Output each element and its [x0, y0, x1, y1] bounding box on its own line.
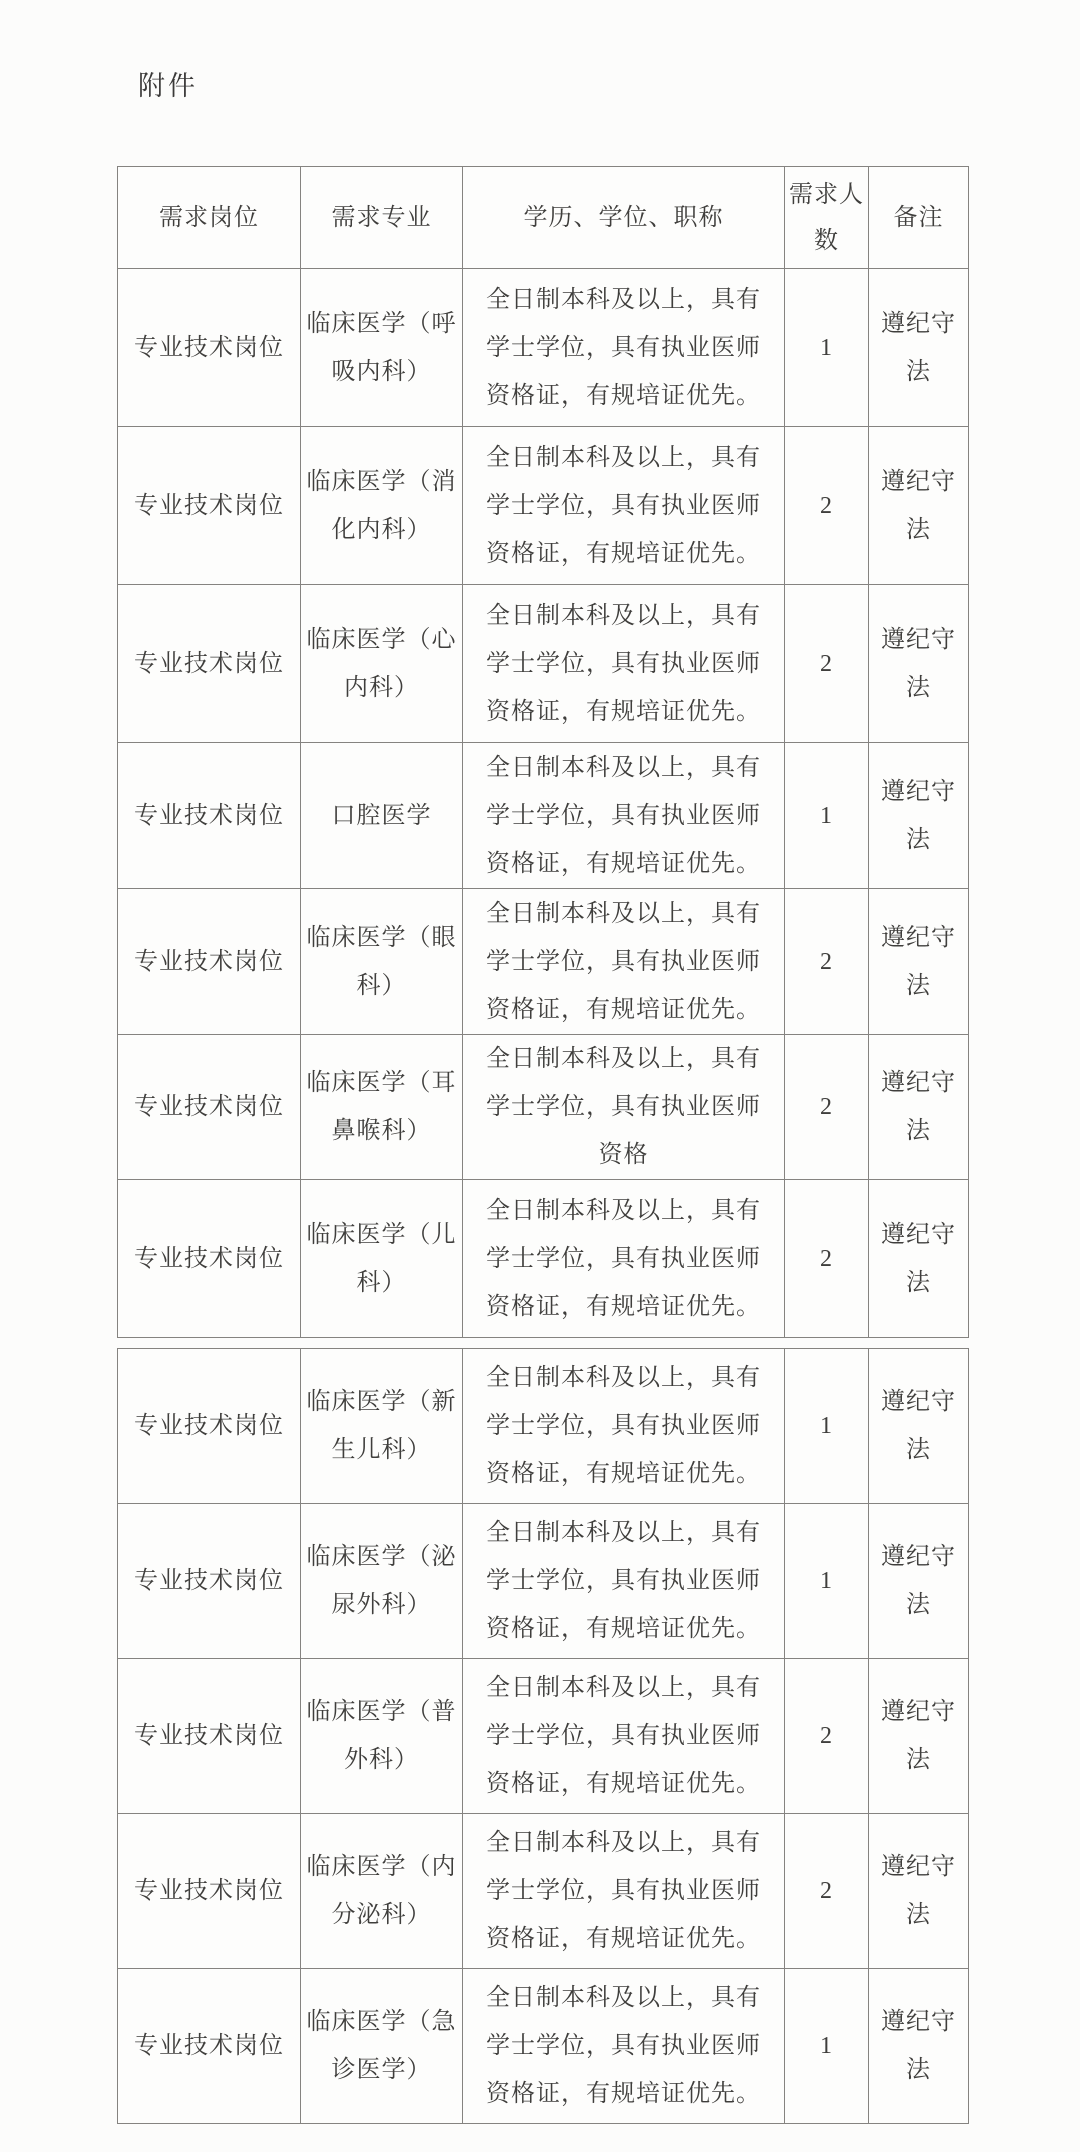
cell-major: 临床医学（普外科） — [301, 1659, 463, 1814]
table-row — [118, 427, 969, 585]
cell-major: 临床医学（新生儿科） — [301, 1349, 463, 1504]
cell-position: 专业技术岗位 — [118, 427, 301, 585]
cell-remarks: 遵纪守法 — [869, 889, 969, 1035]
cell-headcount: 1 — [785, 1969, 869, 2124]
cell-major: 临床医学（急诊医学） — [301, 1969, 463, 2124]
cell-headcount: 2 — [785, 1814, 869, 1969]
cell-qualification: 全日制本科及以上，具有学士学位，具有执业医师资格证，有规培证优先。 — [463, 427, 785, 585]
cell-headcount: 2 — [785, 585, 869, 743]
cell-qualification: 全日制本科及以上，具有学士学位，具有执业医师资格证，有规培证优先。 — [463, 269, 785, 427]
cell-major: 临床医学（内分泌科） — [301, 1814, 463, 1969]
table-row — [118, 1349, 969, 1504]
table-row — [118, 1659, 969, 1814]
cell-headcount: 2 — [785, 427, 869, 585]
cell-headcount: 1 — [785, 1349, 869, 1504]
table-header-row — [118, 167, 969, 269]
cell-remarks: 遵纪守法 — [869, 1814, 969, 1969]
cell-position: 专业技术岗位 — [118, 743, 301, 889]
cell-major: 临床医学（心内科） — [301, 585, 463, 743]
cell-position: 专业技术岗位 — [118, 889, 301, 1035]
cell-qualification: 全日制本科及以上，具有学士学位，具有执业医师资格证，有规培证优先。 — [463, 1814, 785, 1969]
cell-position: 专业技术岗位 — [118, 1180, 301, 1338]
cell-qualification: 全日制本科及以上，具有学士学位，具有执业医师资格证，有规培证优先。 — [463, 743, 785, 889]
header-position: 需求岗位 — [118, 167, 301, 269]
cell-remarks: 遵纪守法 — [869, 427, 969, 585]
recruitment-table-2 — [117, 1348, 969, 2124]
cell-headcount: 2 — [785, 1659, 869, 1814]
cell-remarks: 遵纪守法 — [869, 1969, 969, 2124]
cell-position: 专业技术岗位 — [118, 1814, 301, 1969]
cell-major: 临床医学（呼吸内科） — [301, 269, 463, 427]
header-headcount: 需求人数 — [785, 167, 869, 269]
cell-position: 专业技术岗位 — [118, 1969, 301, 2124]
cell-headcount: 2 — [785, 1180, 869, 1338]
header-remarks: 备注 — [869, 167, 969, 269]
table-row — [118, 1814, 969, 1969]
cell-remarks: 遵纪守法 — [869, 1035, 969, 1180]
cell-position: 专业技术岗位 — [118, 269, 301, 427]
cell-major: 口腔医学 — [301, 743, 463, 889]
cell-qualification: 全日制本科及以上，具有学士学位，具有执业医师资格证，有规培证优先。 — [463, 1969, 785, 2124]
cell-headcount: 2 — [785, 889, 869, 1035]
table-row — [118, 1180, 969, 1338]
cell-major: 临床医学（泌尿外科） — [301, 1504, 463, 1659]
header-major: 需求专业 — [301, 167, 463, 269]
cell-qualification: 全日制本科及以上，具有学士学位，具有执业医师资格证，有规培证优先。 — [463, 1180, 785, 1338]
cell-major: 临床医学（儿科） — [301, 1180, 463, 1338]
cell-qualification: 全日制本科及以上，具有学士学位，具有执业医师资格证，有规培证优先。 — [463, 1504, 785, 1659]
table-row — [118, 1504, 969, 1659]
cell-position: 专业技术岗位 — [118, 1035, 301, 1180]
cell-qualification: 全日制本科及以上，具有学士学位，具有执业医师资格证，有规培证优先。 — [463, 1659, 785, 1814]
cell-position: 专业技术岗位 — [118, 585, 301, 743]
cell-major: 临床医学（耳鼻喉科） — [301, 1035, 463, 1180]
cell-qualification: 全日制本科及以上，具有学士学位，具有执业医师资格证，有规培证优先。 — [463, 585, 785, 743]
table-row — [118, 889, 969, 1035]
header-qualification: 学历、学位、职称 — [463, 167, 785, 269]
cell-qualification: 全日制本科及以上，具有学士学位，具有执业医师资格 — [463, 1035, 785, 1180]
cell-remarks: 遵纪守法 — [869, 1180, 969, 1338]
cell-headcount: 1 — [785, 269, 869, 427]
cell-remarks: 遵纪守法 — [869, 1659, 969, 1814]
cell-remarks: 遵纪守法 — [869, 1504, 969, 1659]
cell-position: 专业技术岗位 — [118, 1659, 301, 1814]
cell-position: 专业技术岗位 — [118, 1504, 301, 1659]
cell-position: 专业技术岗位 — [118, 1349, 301, 1504]
cell-headcount: 1 — [785, 1504, 869, 1659]
cell-remarks: 遵纪守法 — [869, 585, 969, 743]
cell-qualification: 全日制本科及以上，具有学士学位，具有执业医师资格证，有规培证优先。 — [463, 1349, 785, 1504]
table-row — [118, 743, 969, 889]
attachment-title: 附件 — [138, 71, 198, 101]
cell-headcount: 2 — [785, 1035, 869, 1180]
cell-qualification: 全日制本科及以上，具有学士学位，具有执业医师资格证，有规培证优先。 — [463, 889, 785, 1035]
table-row — [118, 1035, 969, 1180]
cell-headcount: 1 — [785, 743, 869, 889]
recruitment-table-1 — [117, 166, 969, 1338]
table-row — [118, 1969, 969, 2124]
cell-major: 临床医学（消化内科） — [301, 427, 463, 585]
cell-remarks: 遵纪守法 — [869, 1349, 969, 1504]
cell-remarks: 遵纪守法 — [869, 743, 969, 889]
cell-remarks: 遵纪守法 — [869, 269, 969, 427]
table-row — [118, 585, 969, 743]
table-row — [118, 269, 969, 427]
cell-major: 临床医学（眼科） — [301, 889, 463, 1035]
